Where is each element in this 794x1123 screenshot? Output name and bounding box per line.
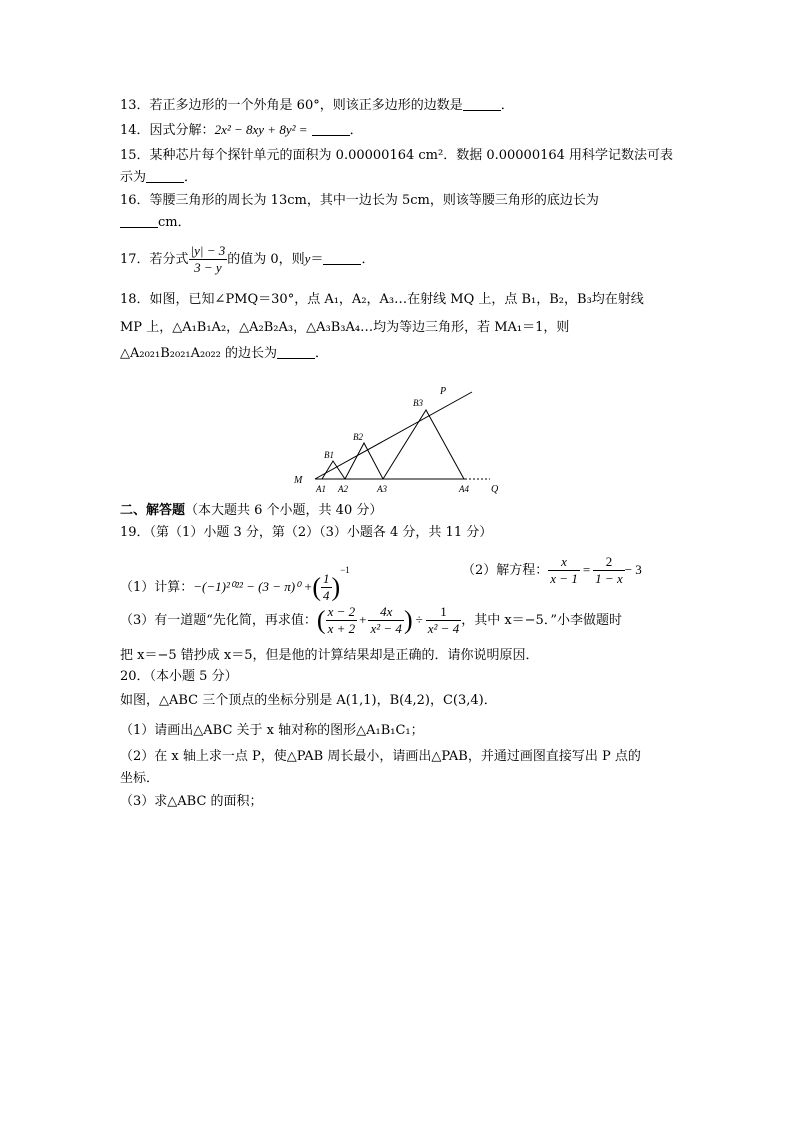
q19-p3-paren-left: ( [316,605,326,635]
label-A3: A3 [377,484,387,494]
q19-p2-label: （2）解方程： [462,563,549,578]
q18-text-2: MP 上，△A₁B₁A₂，△A₂B₂A₃，△A₃B₃A₄…均为等边三角形，若 MA₁＝1，则 [120,320,570,335]
q17-var: y [304,251,311,266]
q20-p1-text: （1）请画出△ABC 关于 x 轴对称的图形△A₁B₁C₁； [120,723,424,738]
q20-p2-text: （2）在 x 轴上求一点 P，使△PAB 周长最小，请画出△PAB，并通过画图直接写出 P 点的 [120,749,641,764]
q20-part3 [120,793,263,811]
section-2-header [120,502,382,520]
q19-p1-exponent: −1 [340,565,350,575]
question-18-line2 [120,319,569,337]
q19-paren-left: ( [312,572,322,602]
question-15-line2 [120,169,197,187]
q14-answer-blank[interactable] [312,123,350,136]
triangle-A2B2A3 [345,443,383,479]
q17-text: 若分式 [149,252,189,267]
q16-unit: cm． [158,215,191,230]
q15-answer-blank[interactable] [146,170,184,183]
q18-text-3: △A₂₀₂₁B₂₀₂₁A₂₀₂₂ 的边长为 [120,346,277,361]
q13-text: 若正多边形的一个外角是 60°，则该正多边形的边数是 [149,98,463,113]
q19-part2 [462,548,642,593]
q19-p3-div: ÷ [415,612,423,627]
q18-figure [280,380,520,498]
question-15-line1 [120,147,673,165]
label-M: M [294,475,303,486]
q17-eq: ＝ [310,252,324,267]
q19-p3-text-2: 把 x＝−5 错抄成 x＝5，但是他的计算结果却是正确的．请你说明原因． [120,648,539,663]
q14-period: ． [349,123,363,138]
q20-intro-text: 如图，△ABC 三个顶点的坐标分别是 A(1,1)，B(4,2)，C(3,4)． [120,693,497,708]
section-2-note: （本大题共 6 个小题，共 40 分） [185,503,383,518]
q16-text: 等腰三角形的周长为 13cm，其中一边长为 5cm，则该等腰三角形的底边长为 [149,193,599,208]
q16-answer-blank[interactable] [120,215,158,228]
label-B2: B2 [353,432,363,442]
q13-period: ． [500,98,514,113]
q20-intro [120,692,497,710]
label-Q: Q [491,484,499,495]
q19-p2-fraction-1: $\frac{x}{x - 1}$ [550,554,578,586]
q19-p2-tail: − 3 [624,562,642,577]
q20-part2-line2 [120,770,159,788]
question-16-line1 [120,192,599,210]
q13-number: 13． [120,98,150,113]
q18-answer-blank[interactable] [277,346,315,359]
question-19-head [120,524,492,542]
q19-part3-line1 [120,598,622,643]
question-20-head [120,668,238,686]
q20-part2-line1 [120,748,641,766]
q19-p3-paren-right: ) [403,605,413,635]
q19-p1-fraction: $\frac{1}{4}$ [323,571,330,603]
q16-number: 16． [120,193,150,208]
q19-p3-plus: + [359,612,367,627]
q19-p3-fraction-3: $\frac{1}{\text{x² − 4}}$ [427,604,460,636]
q18-number: 18． [120,292,150,307]
question-14 [120,121,363,140]
q19-p1-label: （1）计算： [120,580,194,595]
q17-fraction: $\frac{|y| - 3}{3 - y}$ [190,243,226,275]
q18-period: ． [315,346,329,361]
q15-period: ． [184,170,198,185]
q14-expression: 2x² − 8xy + 8y² = [214,122,308,137]
triangle-A3B3A4 [383,410,464,479]
q19-head: 19．（第（1）小题 3 分，第（2）（3）小题各 4 分，共 11 分） [120,525,493,540]
section-2-title: 二、解答题 [120,503,186,518]
question-13 [120,97,514,115]
triangle-A1B1A2 [322,461,345,479]
label-B3: B3 [413,398,423,408]
q20-p3-text: （3）求△ABC 的面积； [120,794,263,809]
q15-text: 某种芯片每个探针单元的面积为 0.00000164 cm²．数据 0.00000164 用科学记数法可表 [149,148,674,163]
question-17 [120,239,374,280]
question-16-line2 [120,214,191,232]
q17-text-mid: 的值为 0，则 [227,252,305,267]
q14-text: 因式分解： [149,123,215,138]
q15-text-cont: 示为 [120,170,147,185]
q19-p3-fraction-2: $\frac{4x}{\text{x² − 4}}$ [370,604,402,636]
q19-p3-post: ，其中 x＝−5．”小李做题时 [461,613,622,628]
label-A4: A4 [459,484,469,494]
q19-p2-fraction-2: $\frac{2}{1 - x}$ [595,554,623,586]
q18-text-1: 如图，已知∠PMQ＝30°，点 A₁，A₂，A₃…在射线 MQ 上，点 B₁，B₂，B₃均在射线 [149,292,644,307]
q20-head: 20．（本小题 5 分） [120,669,238,684]
q17-answer-blank[interactable] [323,252,361,265]
q19-paren-right: ) [331,572,341,602]
q17-number: 17． [120,252,150,267]
q13-answer-blank[interactable] [463,98,501,111]
q14-number: 14． [120,123,150,138]
q15-number: 15． [120,148,150,163]
label-A1: A1 [316,484,326,494]
q17-period: ． [361,252,375,267]
question-18-line1 [120,291,644,309]
q19-p2-eq: = [582,562,591,577]
ray-MP [315,392,472,479]
q20-p2-text-2: 坐标． [120,771,160,786]
label-A2: A2 [338,484,348,494]
question-18-line3 [120,345,328,363]
q19-p3-fraction-1: $\frac{x - 2}{x + 2}$ [327,604,356,636]
q19-part3-line2 [120,647,539,665]
q19-p3-text: （3）有一道题“先化简，再求值： [120,613,317,628]
label-B1: B1 [324,450,334,460]
q20-part1 [120,722,424,740]
label-P: P [440,386,447,397]
q19-p1-expr: −(−1)²⁰²² − (3 − π)⁰ + [193,579,313,594]
